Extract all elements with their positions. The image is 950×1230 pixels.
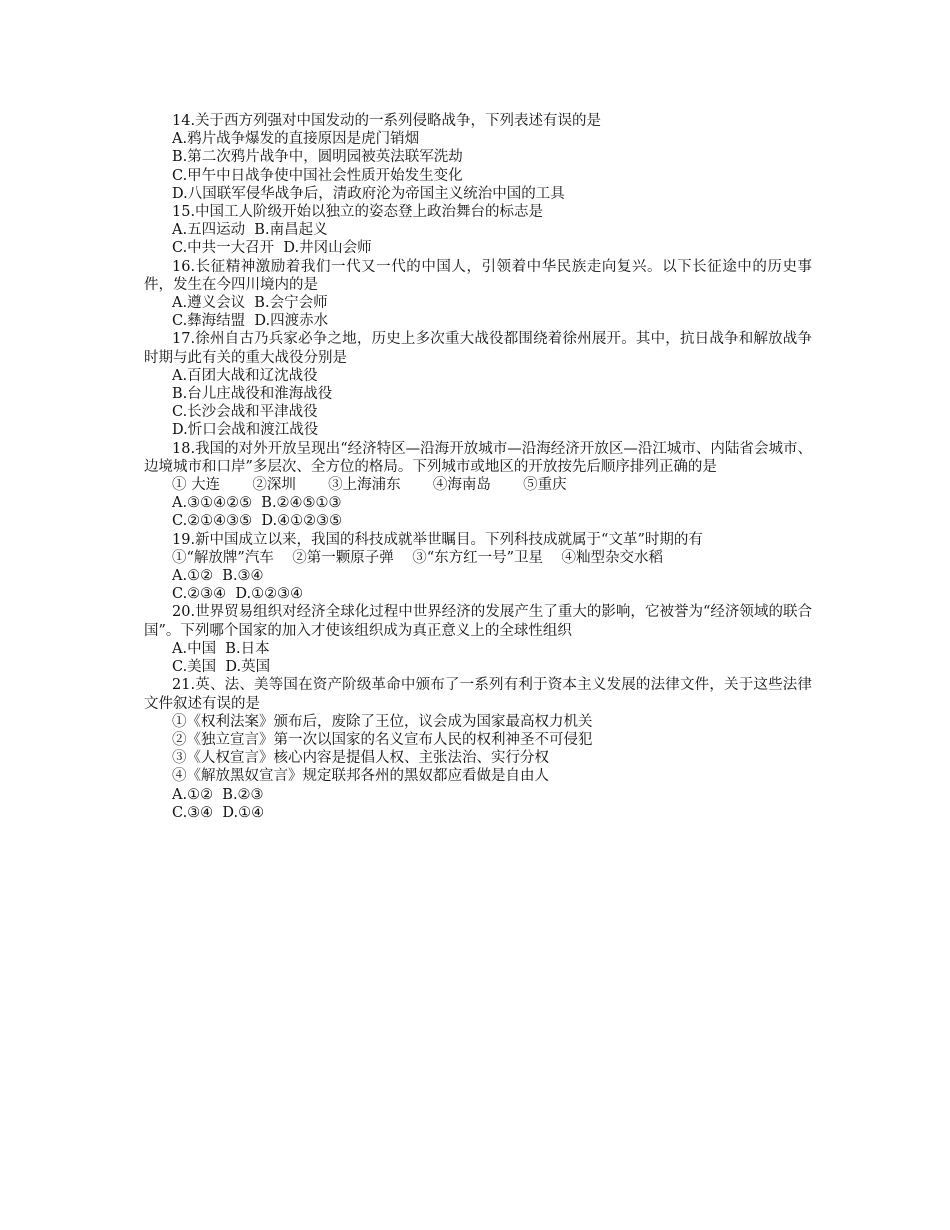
question-20 — [144, 603, 812, 676]
option-line: C.甲午中日战争使中国社会性质开始发生变化 — [172, 167, 463, 184]
question-15 — [144, 203, 812, 258]
option-line: A.中国 B.日本 — [172, 640, 270, 657]
question-14 — [144, 112, 812, 203]
option-line: C.中共一大召开 D.井冈山会师 — [172, 240, 372, 257]
option-line: C.③④ D.①④ — [172, 804, 265, 821]
statement-line: ②《独立宣言》第一次以国家的名义宣布人民的权利神圣不可侵犯 — [172, 731, 593, 748]
option-line: A.五四运动 B.南昌起义 — [172, 222, 328, 239]
option-line: C.彝海结盟 D.四渡赤水 — [172, 313, 329, 330]
statement-line: ④《解放黑奴宣言》规定联邦各州的黑奴都应看做是自由人 — [172, 768, 549, 785]
question-stem: 19.新中国成立以来，我国的科技成就举世瞩目。下列科技成就属于“文革”时期的有 — [172, 531, 703, 548]
option-line: C.长沙会战和平津战役 — [172, 404, 318, 421]
option-line: A.①② B.②③ — [172, 786, 264, 803]
question-stem: 17.徐州自古乃兵家必争之地，历史上多次重大战役都围绕着徐州展开。其中，抗日战争和解放战争时期与此有关的重大战役分别是 — [144, 331, 812, 366]
option-line: A.③①④②⑤ B.②④⑤①③ — [172, 495, 342, 512]
question-18 — [144, 440, 812, 531]
statement-line: ③《人权宣言》核心内容是提倡人权、主张法治、实行分权 — [172, 750, 549, 767]
item-list-line: ① 大连 ②深圳 ③上海浦东 ④海南岛 ⑤重庆 — [172, 477, 567, 494]
question-stem: 16.长征精神激励着我们一代又一代的中国人，引领着中华民族走向复兴。以下长征途中的历史事件，发生在今四川境内的是 — [144, 258, 812, 293]
option-line: A.①② B.③④ — [172, 568, 264, 585]
question-stem: 15.中国工人阶级开始以独立的姿态登上政治舞台的标志是 — [172, 204, 544, 221]
option-line: C.②③④ D.①②③④ — [172, 586, 304, 603]
option-line: C.②①④③⑤ D.④①②③⑤ — [172, 513, 343, 530]
statement-line: ①《权利法案》颁布后，废除了王位，议会成为国家最高权力机关 — [172, 713, 593, 730]
option-line: A.鸦片战争爆发的直接原因是虎门销烟 — [172, 131, 420, 148]
question-stem: 18.我国的对外开放呈现出“经济特区—沿海开放城市—沿海经济开放区—沿江城市、内陆省会城市、边境城市和口岸”多层次、全方位的格局。下列城市或地区的开放按先后顺序排列正确的是 — [144, 440, 812, 475]
option-line: C.美国 D.英国 — [172, 659, 271, 676]
question-stem: 20.世界贸易组织对经济全球化过程中世界经济的发展产生了重大的影响，它被誉为“经济领域的联合国”。下列哪个国家的加入才使该组织成为真正意义上的全球性组织 — [144, 604, 812, 639]
document-body — [144, 112, 812, 822]
option-line: D.忻口会战和渡江战役 — [172, 422, 319, 439]
item-list-line: ①“解放牌”汽车 ②第一颗原子弹 ③“东方红一号”卫星 ④籼型杂交水稻 — [172, 549, 663, 566]
question-stem: 21.英、法、美等国在资产阶级革命中颁布了一系列有利于资本主义发展的法律文件，关于这些法律文件叙述有误的是 — [144, 677, 812, 712]
option-line: D.八国联军侵华战争后，清政府沦为帝国主义统治中国的工具 — [172, 185, 565, 202]
question-stem: 14.关于西方列强对中国发动的一系列侵略战争，下列表述有误的是 — [172, 113, 602, 129]
option-line: B.第二次鸦片战争中，圆明园被英法联军洗劫 — [172, 149, 463, 166]
option-line: A.百团大战和辽沈战役 — [172, 367, 318, 384]
question-19 — [144, 531, 812, 604]
option-line: A.遵义会议 B.会宁会师 — [172, 295, 328, 312]
question-21 — [144, 676, 812, 822]
question-16 — [144, 258, 812, 331]
option-line: B.台儿庄战役和淮海战役 — [172, 386, 333, 403]
question-17 — [144, 330, 812, 439]
